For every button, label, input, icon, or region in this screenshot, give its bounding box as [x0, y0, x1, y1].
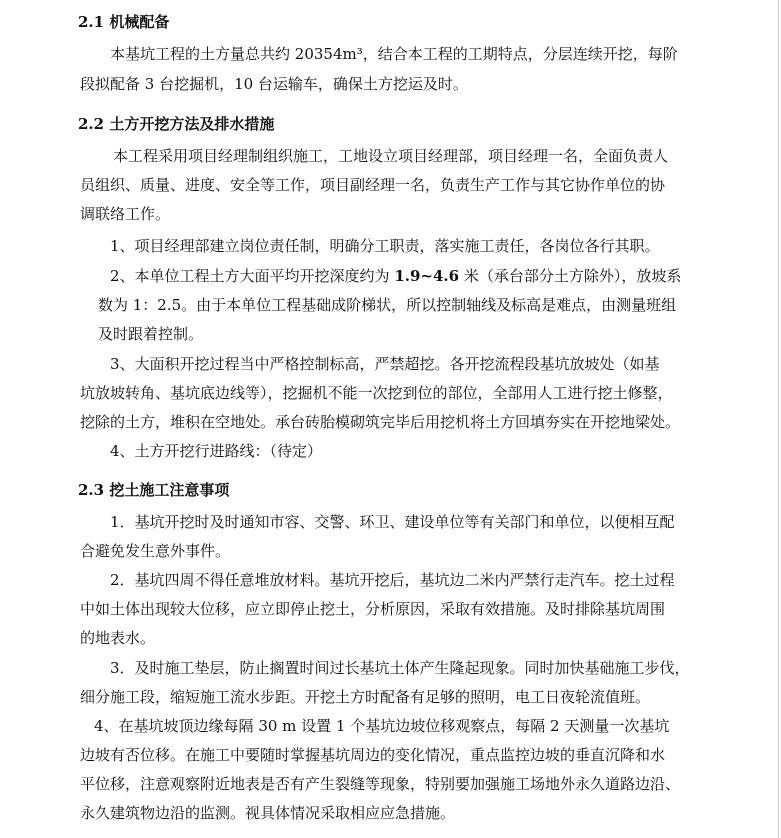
list-item-line: 永久建筑物边沿的监测。视具体情况采取相应应急措施。 [80, 804, 456, 822]
list-item-line: 平位移，注意观察附近地表是否有产生裂缝等现象，特别要加强施工场地外永久道路边沿、 [80, 775, 681, 793]
list-item-text: 米（承台部分土方除外），放坡系 [459, 267, 682, 285]
paragraph-line: 本工程采用项目经理制组织施工，工地设立项目经理部，项目经理一名，全面负责人 [113, 147, 669, 165]
list-item-line: 合避免发生意外事件。 [80, 542, 231, 560]
paragraph-line: 本基坑工程的土方量总共约 20354m³，结合本工程的工期特点，分层连续开挖，每阶 [110, 45, 678, 63]
depth-range: 1.9~4.6 [394, 267, 460, 285]
list-item-line: 数为 1：2.5。由于本单位工程基础成阶梯状，所以控制轴线及标高是难点，由测量班组 [98, 296, 677, 314]
section-heading-2-1: 2.1 机械配备 [78, 13, 170, 31]
section-heading-2-3: 2.3 挖土施工注意事项 [78, 481, 230, 499]
list-item: 4、土方开挖行进路线：（待定） [110, 442, 323, 460]
list-item-line: 细分施工段，缩短施工流水步距。开挖土方时配备有足够的照明，电工日夜轮流值班。 [80, 688, 651, 706]
list-item: 4、在基坑坡顶边缘每隔 30 m 设置 1 个基坑边坡位移观察点，每隔 2 天测量一次基坑 [94, 717, 670, 735]
list-item: 2．基坑四周不得任意堆放材料。基坑开挖后，基坑边二米内严禁行走汽车。挖土过程 [110, 571, 675, 589]
list-item-line: 的地表水。 [80, 629, 156, 647]
list-item-line: 挖除的土方，堆积在空地处。承台砖胎模砌筑完毕后用挖机将土方回填夯实在开挖地梁处。 [80, 413, 681, 431]
list-item-line: 边坡有否位移。在施工中要随时掌握基坑周边的变化情况，重点监控边坡的垂直沉降和水 [80, 746, 666, 764]
list-item-line: 坑放坡转角、基坑底边线等），挖掘机不能一次挖到位的部位，全部用人工进行挖土修整， [80, 384, 673, 402]
list-item: 3．及时施工垫层，防止搁置时间过长基坑土体产生隆起现象。同时加快基础施工步伐， [110, 659, 690, 677]
list-item: 1、项目经理部建立岗位责任制，明确分工职责，落实施工责任，各岗位各行其职。 [110, 237, 660, 255]
list-item: 1．基坑开挖时及时通知市容、交警、环卫、建设单位等有关部门和单位，以便相互配 [110, 513, 675, 531]
list-item-text: 2、本单位工程土方大面平均开挖深度约为 [110, 267, 395, 285]
page-edge-line [778, 0, 779, 838]
list-item [110, 266, 681, 286]
paragraph-line: 员组织、质量、进度、安全等工作，项目副经理一名，负责生产工作与其它协作单位的协 [80, 176, 666, 194]
paragraph-line: 调联络工作。 [80, 205, 171, 223]
list-item-line: 中如土体出现较大位移，应立即停止挖土，分析原因，采取有效措施。及时排除基坑周围 [80, 600, 666, 618]
list-item-line: 及时跟着控制。 [98, 325, 204, 343]
list-item: 3、大面积开挖过程当中严格控制标高，严禁超挖。各开挖流程段基坑放坡处（如基 [110, 355, 660, 373]
paragraph-line: 段拟配备 3 台挖掘机，10 台运输车，确保土方挖运及时。 [80, 75, 468, 93]
section-heading-2-2: 2.2 土方开挖方法及排水措施 [78, 115, 275, 133]
